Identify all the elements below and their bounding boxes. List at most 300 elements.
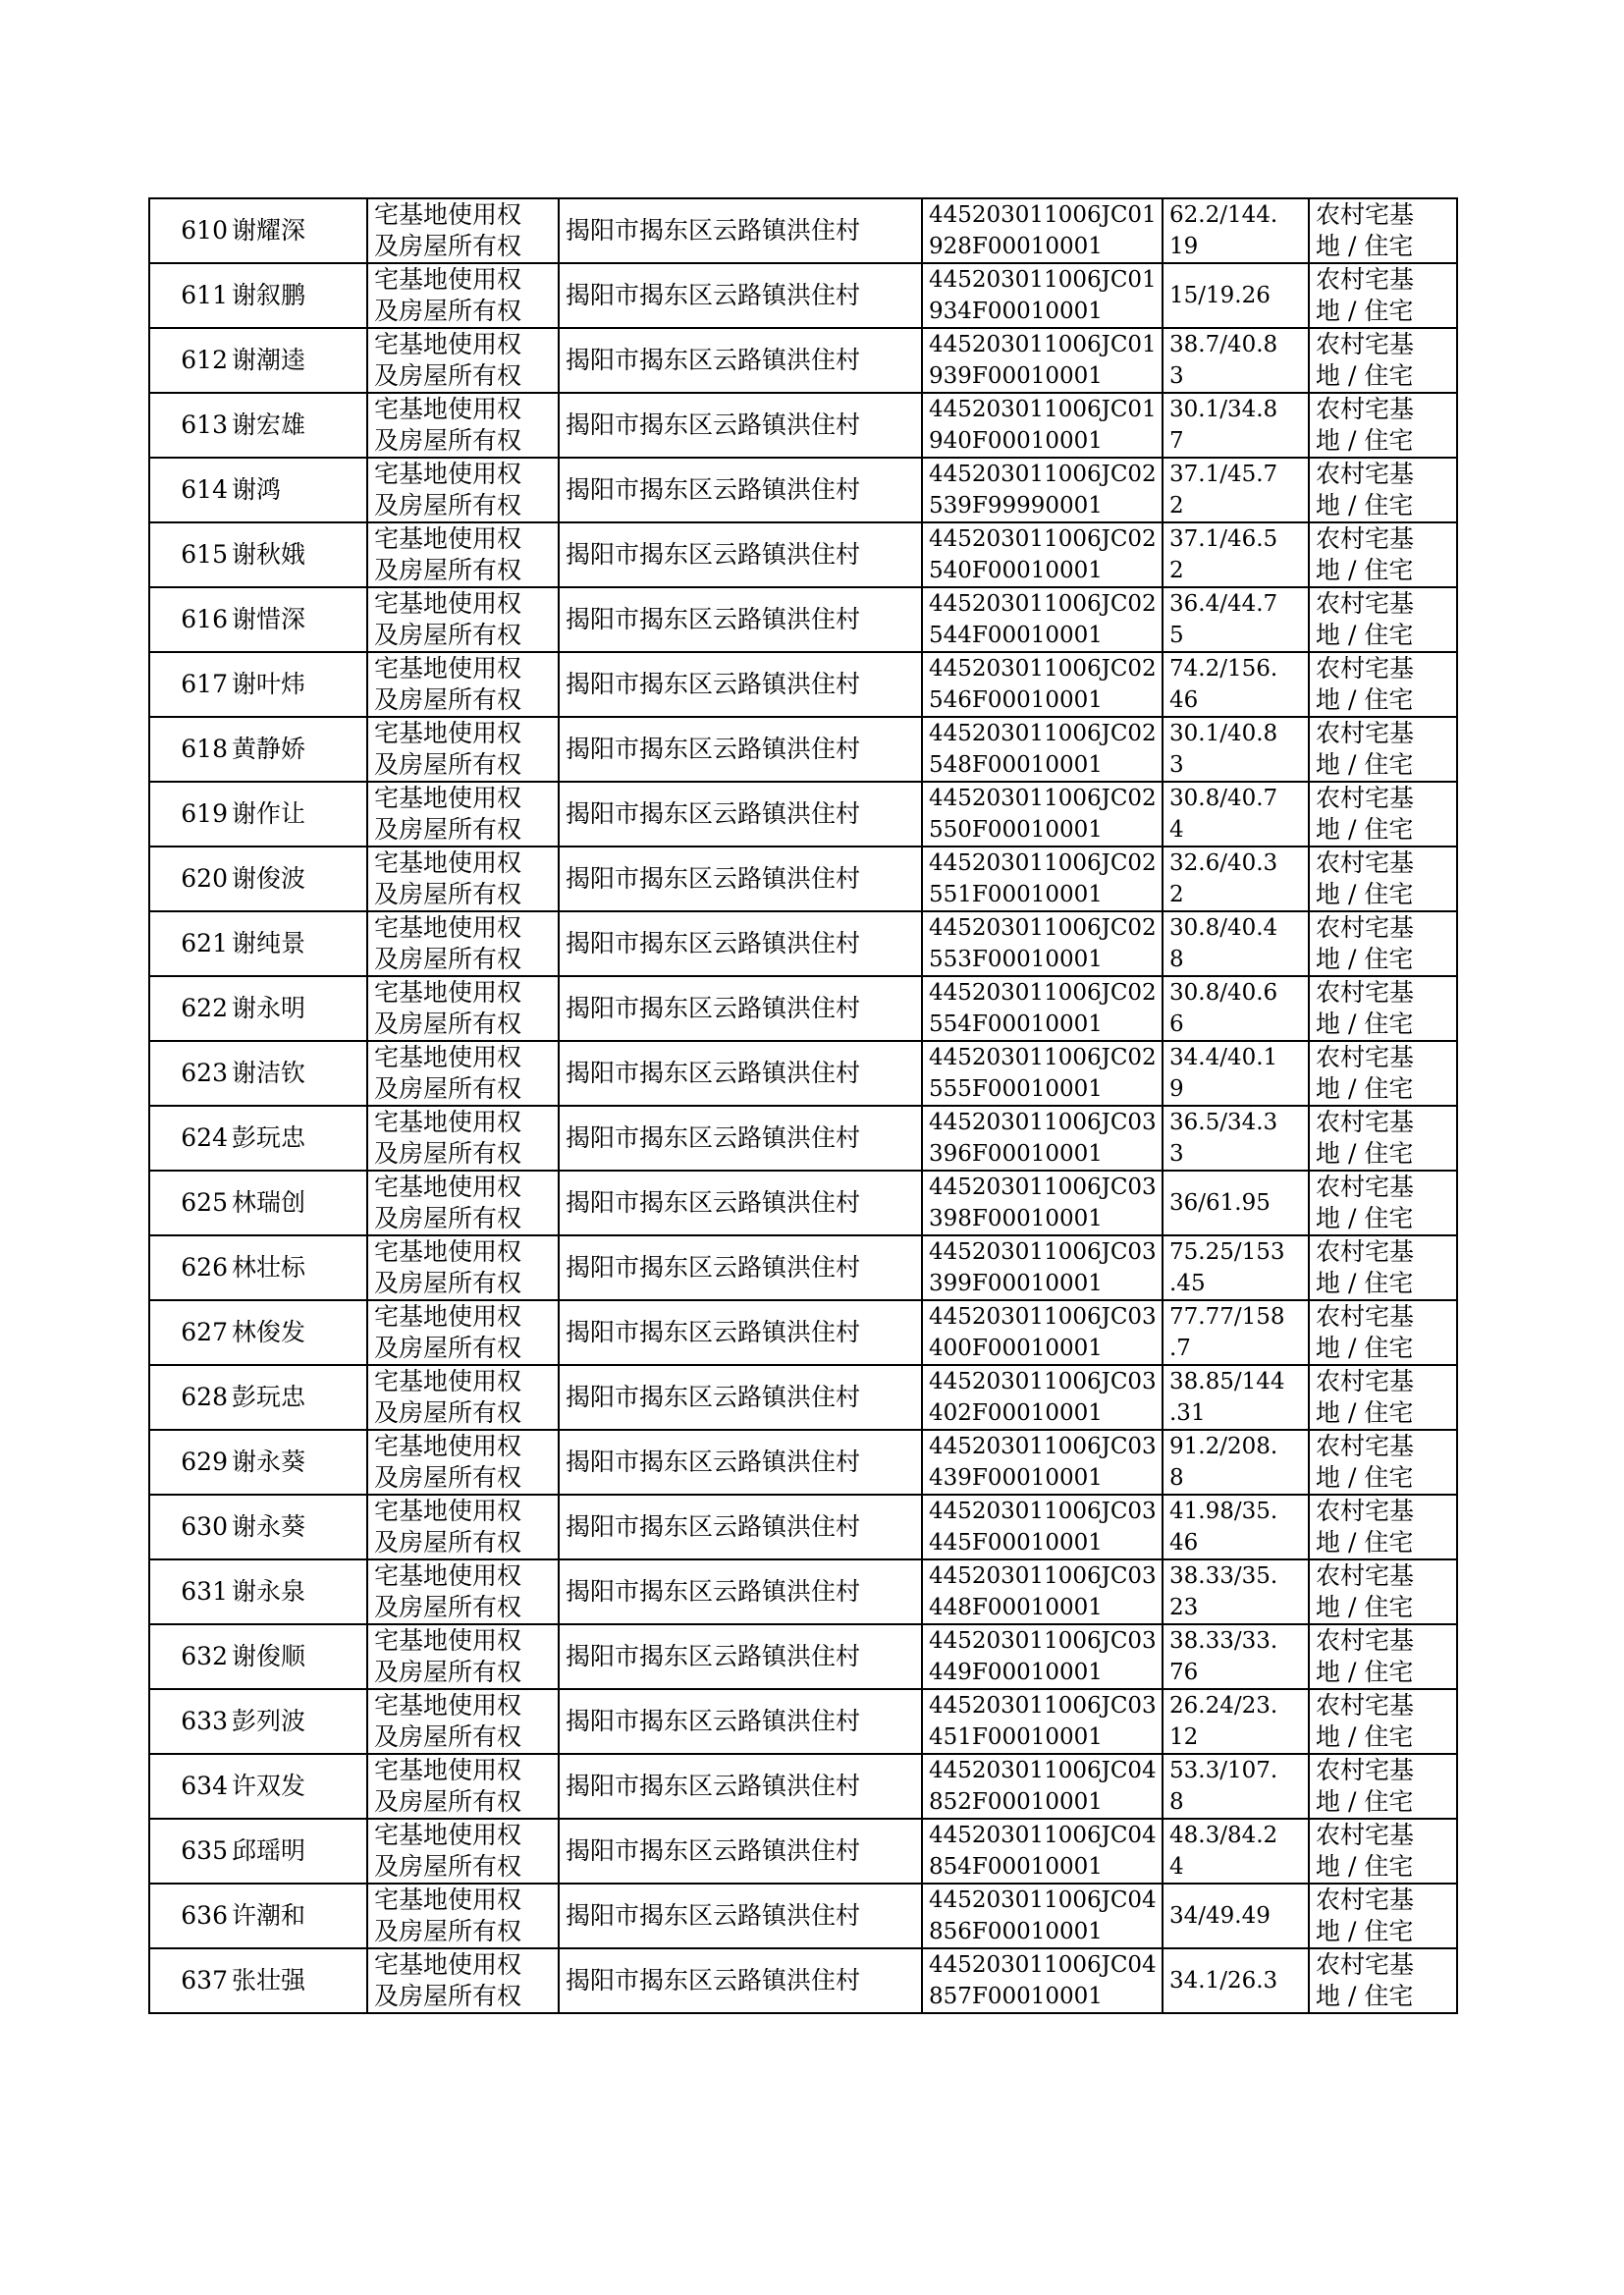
owner-name-cell-text: 谢俊顺 <box>232 1642 306 1670</box>
owner-name-cell-text: 张壮强 <box>232 1966 306 1994</box>
unit-code-cell <box>922 1948 1163 2013</box>
table-row <box>149 587 1457 652</box>
land-use-cell-text: 农村宅基 <box>1316 200 1415 229</box>
land-use-cell <box>1309 976 1457 1041</box>
right-type-cell <box>367 1948 559 2013</box>
table-row <box>149 1754 1457 1819</box>
right-type-cell-text: 宅基地使用权 <box>374 1302 522 1331</box>
land-use-cell-text: 地 / 住宅 <box>1316 1917 1414 1945</box>
land-use-cell <box>1309 1624 1457 1689</box>
owner-name-cell-text: 许双发 <box>232 1772 306 1800</box>
unit-code-cell-text: 396F00010001 <box>929 1141 1103 1167</box>
land-use-cell <box>1309 522 1457 587</box>
location-cell <box>559 911 922 976</box>
row-number-cell-text: 629 <box>181 1448 228 1476</box>
land-use-cell-text: 农村宅基 <box>1316 719 1415 747</box>
right-type-cell-text: 及房屋所有权 <box>374 815 522 844</box>
unit-code-cell-text: 445203011006JC03 <box>929 1239 1157 1265</box>
unit-code-cell-text: 856F00010001 <box>929 1919 1103 1944</box>
table-row <box>149 1819 1457 1884</box>
unit-code-cell <box>922 393 1163 458</box>
area-cell-text: .31 <box>1169 1400 1206 1426</box>
table-row <box>149 1365 1457 1430</box>
unit-code-cell-text: 857F00010001 <box>929 1984 1103 2009</box>
land-use-cell-text: 地 / 住宅 <box>1316 1722 1414 1751</box>
area-cell-text: 38.33/35. <box>1169 1563 1278 1589</box>
area-cell-text: 3 <box>1169 363 1184 389</box>
area-cell-text: .7 <box>1169 1336 1191 1361</box>
right-type-cell <box>367 1430 559 1495</box>
location-cell-text: 揭阳市揭东区云路镇洪住村 <box>566 475 861 504</box>
area-cell-text: 36/61.95 <box>1169 1190 1271 1216</box>
right-type-cell-text: 宅基地使用权 <box>374 395 522 423</box>
area-cell-text: 38.7/40.8 <box>1169 332 1278 357</box>
area-cell-text: 3 <box>1169 752 1184 778</box>
location-cell-text: 揭阳市揭东区云路镇洪住村 <box>566 994 861 1022</box>
area-cell <box>1163 1495 1309 1559</box>
unit-code-cell-text: 544F00010001 <box>929 623 1103 648</box>
unit-code-cell <box>922 587 1163 652</box>
unit-code-cell <box>922 1884 1163 1948</box>
right-type-cell-text: 及房屋所有权 <box>374 1139 522 1168</box>
owner-name-cell-text: 谢惜深 <box>232 605 306 633</box>
owner-name-cell-text: 彭列波 <box>232 1707 306 1735</box>
unit-code-cell <box>922 1365 1163 1430</box>
land-use-cell <box>1309 1819 1457 1884</box>
right-type-cell <box>367 652 559 717</box>
row-number-cell-text: 611 <box>181 281 228 309</box>
table-row <box>149 1171 1457 1235</box>
right-type-cell-text: 宅基地使用权 <box>374 1108 522 1136</box>
land-use-cell <box>1309 782 1457 847</box>
row-number-cell-text: 635 <box>181 1836 228 1865</box>
area-cell <box>1163 587 1309 652</box>
location-cell-text: 揭阳市揭东区云路镇洪住村 <box>566 864 861 893</box>
row-number-cell <box>149 1300 230 1365</box>
right-type-cell <box>367 1171 559 1235</box>
location-cell <box>559 1106 922 1171</box>
area-cell <box>1163 1430 1309 1495</box>
right-type-cell-text: 及房屋所有权 <box>374 1463 522 1492</box>
unit-code-cell <box>922 1754 1163 1819</box>
area-cell <box>1163 847 1309 911</box>
area-cell-text: 37.1/46.5 <box>1169 526 1278 552</box>
table-row <box>149 652 1457 717</box>
owner-name-cell <box>230 1754 367 1819</box>
area-cell-text: 77.77/158 <box>1169 1304 1285 1330</box>
location-cell-text: 揭阳市揭东区云路镇洪住村 <box>566 929 861 957</box>
area-cell-text: 30.8/40.6 <box>1169 980 1278 1006</box>
location-cell-text: 揭阳市揭东区云路镇洪住村 <box>566 735 861 763</box>
unit-code-cell-text: 445203011006JC04 <box>929 1952 1157 1978</box>
row-number-cell <box>149 782 230 847</box>
row-number-cell <box>149 1235 230 1300</box>
area-cell <box>1163 1884 1309 1948</box>
area-cell-text: 26.24/23. <box>1169 1693 1278 1719</box>
right-type-cell <box>367 1300 559 1365</box>
owner-name-cell-text: 谢永葵 <box>232 1512 306 1541</box>
row-number-cell-text: 624 <box>181 1123 228 1152</box>
owner-name-cell <box>230 458 367 522</box>
unit-code-cell <box>922 198 1163 263</box>
row-number-cell <box>149 1495 230 1559</box>
owner-name-cell <box>230 911 367 976</box>
location-cell <box>559 1365 922 1430</box>
right-type-cell-text: 及房屋所有权 <box>374 1269 522 1297</box>
land-use-cell-text: 地 / 住宅 <box>1316 1204 1414 1232</box>
table-row <box>149 1300 1457 1365</box>
row-number-cell <box>149 717 230 782</box>
land-use-cell <box>1309 198 1457 263</box>
area-cell <box>1163 263 1309 328</box>
land-use-cell-text: 农村宅基 <box>1316 589 1415 618</box>
location-cell-text: 揭阳市揭东区云路镇洪住村 <box>566 1512 861 1541</box>
unit-code-cell <box>922 1235 1163 1300</box>
unit-code-cell-text: 445203011006JC02 <box>929 980 1157 1006</box>
unit-code-cell <box>922 522 1163 587</box>
location-cell <box>559 1300 922 1365</box>
owner-name-cell-text: 谢耀深 <box>232 216 306 245</box>
owner-name-cell <box>230 393 367 458</box>
row-number-cell <box>149 1106 230 1171</box>
land-use-cell-text: 农村宅基 <box>1316 1497 1415 1525</box>
right-type-cell-text: 及房屋所有权 <box>374 426 522 455</box>
location-cell <box>559 1689 922 1754</box>
right-type-cell-text: 及房屋所有权 <box>374 556 522 584</box>
land-use-cell <box>1309 717 1457 782</box>
unit-code-cell <box>922 1041 1163 1106</box>
row-number-cell <box>149 1365 230 1430</box>
area-cell <box>1163 717 1309 782</box>
right-type-cell-text: 宅基地使用权 <box>374 978 522 1007</box>
area-cell-text: 30.1/40.8 <box>1169 721 1278 746</box>
table-row <box>149 1948 1457 2013</box>
land-use-cell <box>1309 587 1457 652</box>
area-cell-text: 7 <box>1169 428 1184 454</box>
location-cell-text: 揭阳市揭东区云路镇洪住村 <box>566 1577 861 1606</box>
area-cell <box>1163 1559 1309 1624</box>
land-use-cell-text: 农村宅基 <box>1316 1626 1415 1655</box>
area-cell <box>1163 1235 1309 1300</box>
unit-code-cell-text: 854F00010001 <box>929 1854 1103 1880</box>
area-cell-text: 5 <box>1169 623 1184 648</box>
owner-name-cell-text: 黄静娇 <box>232 735 306 763</box>
right-type-cell-text: 及房屋所有权 <box>374 297 522 325</box>
owner-name-cell <box>230 1689 367 1754</box>
owner-name-cell <box>230 1884 367 1948</box>
unit-code-cell-text: 445203011006JC01 <box>929 332 1157 357</box>
unit-code-cell-text: 445203011006JC03 <box>929 1304 1157 1330</box>
land-use-cell <box>1309 393 1457 458</box>
location-cell <box>559 1559 922 1624</box>
land-use-cell-text: 地 / 住宅 <box>1316 361 1414 390</box>
right-type-cell-text: 及房屋所有权 <box>374 750 522 779</box>
right-type-cell <box>367 587 559 652</box>
land-use-cell <box>1309 1430 1457 1495</box>
location-cell-text: 揭阳市揭东区云路镇洪住村 <box>566 605 861 633</box>
right-type-cell <box>367 1819 559 1884</box>
right-type-cell-text: 宅基地使用权 <box>374 460 522 488</box>
area-cell-text: 4 <box>1169 817 1184 843</box>
area-cell-text: 2 <box>1169 493 1184 519</box>
land-use-cell-text: 地 / 住宅 <box>1316 426 1414 455</box>
area-cell <box>1163 652 1309 717</box>
right-type-cell <box>367 1106 559 1171</box>
area-cell-text: 8 <box>1169 947 1184 972</box>
right-type-cell-text: 宅基地使用权 <box>374 1173 522 1201</box>
unit-code-cell-text: 852F00010001 <box>929 1789 1103 1815</box>
owner-name-cell-text: 谢叶炜 <box>232 670 306 698</box>
land-use-cell <box>1309 328 1457 393</box>
location-cell-text: 揭阳市揭东区云路镇洪住村 <box>566 1707 861 1735</box>
area-cell-text: 15/19.26 <box>1169 283 1271 308</box>
table-row <box>149 198 1457 263</box>
unit-code-cell <box>922 976 1163 1041</box>
row-number-cell <box>149 1884 230 1948</box>
location-cell-text: 揭阳市揭东区云路镇洪住村 <box>566 1901 861 1930</box>
owner-name-cell-text: 谢鸿 <box>232 475 282 504</box>
table-row <box>149 1559 1457 1624</box>
right-type-cell-text: 及房屋所有权 <box>374 1010 522 1038</box>
area-cell-text: 3 <box>1169 1141 1184 1167</box>
right-type-cell-text: 及房屋所有权 <box>374 945 522 973</box>
row-number-cell <box>149 328 230 393</box>
unit-code-cell-text: 934F00010001 <box>929 299 1103 324</box>
right-type-cell <box>367 1689 559 1754</box>
right-type-cell-text: 宅基地使用权 <box>374 784 522 812</box>
area-cell <box>1163 198 1309 263</box>
owner-name-cell-text: 彭玩忠 <box>232 1383 306 1411</box>
land-use-cell <box>1309 1884 1457 1948</box>
row-number-cell <box>149 1559 230 1624</box>
location-cell-text: 揭阳市揭东区云路镇洪住村 <box>566 410 861 439</box>
unit-code-cell-text: 940F00010001 <box>929 428 1103 454</box>
row-number-cell-text: 620 <box>181 864 228 893</box>
land-use-cell-text: 农村宅基 <box>1316 1367 1415 1395</box>
owner-name-cell-text: 谢纯景 <box>232 929 306 957</box>
owner-name-cell <box>230 587 367 652</box>
right-type-cell-text: 宅基地使用权 <box>374 1561 522 1590</box>
area-cell <box>1163 1948 1309 2013</box>
owner-name-cell-text: 谢叙鹏 <box>232 281 306 309</box>
row-number-cell <box>149 458 230 522</box>
unit-code-cell-text: 445203011006JC02 <box>929 591 1157 617</box>
land-use-cell <box>1309 1235 1457 1300</box>
row-number-cell-text: 617 <box>181 670 228 698</box>
right-type-cell-text: 宅基地使用权 <box>374 1950 522 1979</box>
owner-name-cell <box>230 1106 367 1171</box>
owner-name-cell-text: 谢永泉 <box>232 1577 306 1606</box>
area-cell-text: 2 <box>1169 558 1184 583</box>
location-cell-text: 揭阳市揭东区云路镇洪住村 <box>566 346 861 374</box>
location-cell <box>559 587 922 652</box>
land-use-cell <box>1309 847 1457 911</box>
location-cell <box>559 328 922 393</box>
location-cell <box>559 1171 922 1235</box>
area-cell-text: 62.2/144. <box>1169 202 1278 228</box>
unit-code-cell-text: 445203011006JC03 <box>929 1563 1157 1589</box>
land-use-cell <box>1309 1754 1457 1819</box>
unit-code-cell-text: 445203011006JC02 <box>929 1045 1157 1070</box>
row-number-cell-text: 610 <box>181 216 228 245</box>
right-type-cell-text: 及房屋所有权 <box>374 1074 522 1103</box>
right-type-cell-text: 宅基地使用权 <box>374 1367 522 1395</box>
land-use-cell <box>1309 1171 1457 1235</box>
area-cell-text: 74.2/156. <box>1169 656 1278 682</box>
land-use-cell-text: 地 / 住宅 <box>1316 1139 1414 1168</box>
location-cell-text: 揭阳市揭东区云路镇洪住村 <box>566 1642 861 1670</box>
unit-code-cell-text: 551F00010001 <box>929 882 1103 907</box>
area-cell-text: 46 <box>1169 687 1199 713</box>
land-use-cell-text: 农村宅基 <box>1316 1691 1415 1720</box>
right-type-cell-text: 及房屋所有权 <box>374 1334 522 1362</box>
table-row <box>149 976 1457 1041</box>
unit-code-cell <box>922 328 1163 393</box>
unit-code-cell <box>922 1300 1163 1365</box>
location-cell <box>559 393 922 458</box>
land-use-cell <box>1309 1365 1457 1430</box>
row-number-cell <box>149 976 230 1041</box>
right-type-cell-text: 及房屋所有权 <box>374 1398 522 1427</box>
land-use-cell <box>1309 1300 1457 1365</box>
unit-code-cell <box>922 717 1163 782</box>
owner-name-cell <box>230 652 367 717</box>
area-cell-text: 34.4/40.1 <box>1169 1045 1278 1070</box>
land-use-cell-text: 地 / 住宅 <box>1316 1074 1414 1103</box>
unit-code-cell-text: 445203011006JC02 <box>929 850 1157 876</box>
right-type-cell-text: 及房屋所有权 <box>374 1528 522 1557</box>
right-type-cell <box>367 1884 559 1948</box>
land-use-cell-text: 农村宅基 <box>1316 1756 1415 1784</box>
land-use-cell-text: 农村宅基 <box>1316 978 1415 1007</box>
area-cell <box>1163 1041 1309 1106</box>
row-number-cell <box>149 198 230 263</box>
area-cell-text: 4 <box>1169 1854 1184 1880</box>
owner-name-cell-text: 彭玩忠 <box>232 1123 306 1152</box>
unit-code-cell-text: 554F00010001 <box>929 1011 1103 1037</box>
unit-code-cell-text: 445203011006JC03 <box>929 1369 1157 1394</box>
row-number-cell <box>149 1819 230 1884</box>
right-type-cell <box>367 1235 559 1300</box>
table-row <box>149 328 1457 393</box>
right-type-cell-text: 宅基地使用权 <box>374 1043 522 1071</box>
location-cell <box>559 976 922 1041</box>
owner-name-cell-text: 林壮标 <box>232 1253 306 1282</box>
area-cell-text: 12 <box>1169 1724 1199 1750</box>
unit-code-cell <box>922 1106 1163 1171</box>
owner-name-cell-text: 谢永明 <box>232 994 306 1022</box>
right-type-cell-text: 宅基地使用权 <box>374 654 522 683</box>
table-row <box>149 1624 1457 1689</box>
location-cell <box>559 782 922 847</box>
right-type-cell-text: 宅基地使用权 <box>374 589 522 618</box>
owner-name-cell-text: 林俊发 <box>232 1318 306 1346</box>
right-type-cell-text: 宅基地使用权 <box>374 330 522 358</box>
land-use-cell-text: 农村宅基 <box>1316 330 1415 358</box>
land-use-cell-text: 农村宅基 <box>1316 395 1415 423</box>
land-use-cell <box>1309 1106 1457 1171</box>
area-cell <box>1163 1365 1309 1430</box>
land-use-cell <box>1309 911 1457 976</box>
area-cell-text: 41.98/35. <box>1169 1499 1278 1524</box>
area-cell <box>1163 1689 1309 1754</box>
land-use-cell-text: 农村宅基 <box>1316 654 1415 683</box>
unit-code-cell <box>922 1559 1163 1624</box>
land-use-cell <box>1309 1559 1457 1624</box>
owner-name-cell <box>230 1171 367 1235</box>
unit-code-cell-text: 445203011006JC02 <box>929 786 1157 811</box>
owner-name-cell <box>230 328 367 393</box>
right-type-cell <box>367 911 559 976</box>
unit-code-cell-text: 448F00010001 <box>929 1595 1103 1620</box>
owner-name-cell <box>230 847 367 911</box>
location-cell-text: 揭阳市揭东区云路镇洪住村 <box>566 1772 861 1800</box>
area-cell-text: 53.3/107. <box>1169 1758 1278 1783</box>
location-cell-text: 揭阳市揭东区云路镇洪住村 <box>566 1123 861 1152</box>
right-type-cell-text: 宅基地使用权 <box>374 1885 522 1914</box>
area-cell-text: 9 <box>1169 1076 1184 1102</box>
owner-name-cell <box>230 1041 367 1106</box>
area-cell-text: 38.33/33. <box>1169 1628 1278 1654</box>
location-cell-text: 揭阳市揭东区云路镇洪住村 <box>566 216 861 245</box>
row-number-cell <box>149 911 230 976</box>
unit-code-cell <box>922 1624 1163 1689</box>
unit-code-cell-text: 445203011006JC04 <box>929 1823 1157 1848</box>
location-cell <box>559 847 922 911</box>
table-row <box>149 522 1457 587</box>
row-number-cell <box>149 522 230 587</box>
land-use-cell <box>1309 1495 1457 1559</box>
row-number-cell <box>149 1171 230 1235</box>
right-type-cell-text: 及房屋所有权 <box>374 1852 522 1881</box>
unit-code-cell-text: 400F00010001 <box>929 1336 1103 1361</box>
location-cell-text: 揭阳市揭东区云路镇洪住村 <box>566 799 861 828</box>
location-cell <box>559 1754 922 1819</box>
owner-name-cell-text: 林瑞创 <box>232 1188 306 1217</box>
owner-name-cell <box>230 1495 367 1559</box>
unit-code-cell <box>922 1430 1163 1495</box>
row-number-cell-text: 621 <box>181 929 228 957</box>
area-cell-text: 37.1/45.7 <box>1169 462 1278 487</box>
area-cell-text: 6 <box>1169 1011 1184 1037</box>
area-cell-text: 30.1/34.8 <box>1169 397 1278 422</box>
table-row <box>149 1430 1457 1495</box>
right-type-cell-text: 及房屋所有权 <box>374 1204 522 1232</box>
land-use-cell-text: 农村宅基 <box>1316 1432 1415 1460</box>
table-row <box>149 458 1457 522</box>
area-cell-text: 46 <box>1169 1530 1199 1556</box>
right-type-cell-text: 及房屋所有权 <box>374 685 522 714</box>
area-cell-text: 23 <box>1169 1595 1199 1620</box>
area-cell-text: 19 <box>1169 234 1199 259</box>
table-row <box>149 393 1457 458</box>
land-use-cell-text: 地 / 住宅 <box>1316 297 1414 325</box>
unit-code-cell-text: 445203011006JC03 <box>929 1499 1157 1524</box>
table-row <box>149 1884 1457 1948</box>
right-type-cell-text: 及房屋所有权 <box>374 1593 522 1621</box>
location-cell <box>559 458 922 522</box>
area-cell <box>1163 1754 1309 1819</box>
area-cell-text: 75.25/153 <box>1169 1239 1285 1265</box>
right-type-cell <box>367 847 559 911</box>
owner-name-cell <box>230 198 367 263</box>
unit-code-cell <box>922 911 1163 976</box>
right-type-cell-text: 宅基地使用权 <box>374 1237 522 1266</box>
right-type-cell-text: 宅基地使用权 <box>374 1497 522 1525</box>
land-use-cell-text: 地 / 住宅 <box>1316 1787 1414 1816</box>
unit-code-cell-text: 445203011006JC03 <box>929 1175 1157 1200</box>
unit-code-cell-text: 445203011006JC02 <box>929 656 1157 682</box>
